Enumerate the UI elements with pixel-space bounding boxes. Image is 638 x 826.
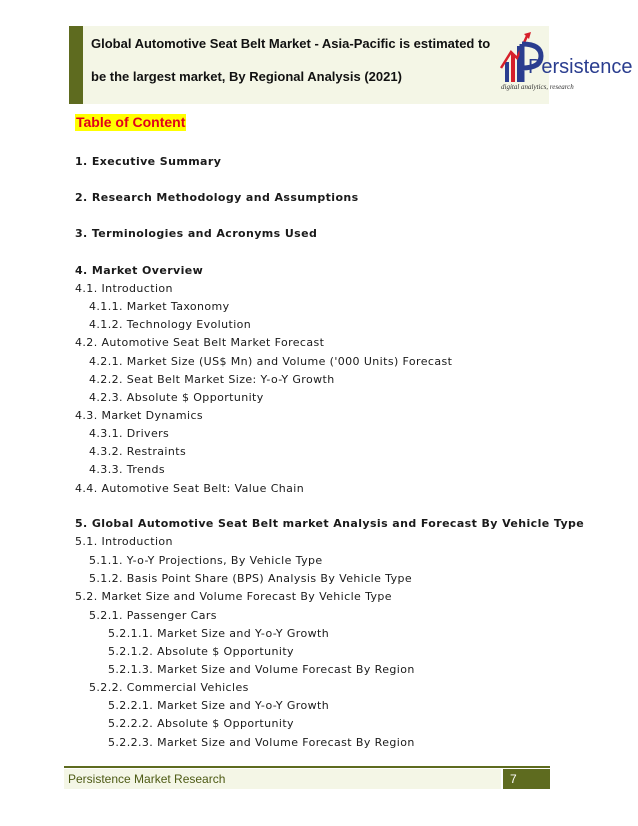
logo-bar (505, 62, 509, 82)
header-accent-bar (69, 26, 83, 104)
toc-entry: 4.2.2. Seat Belt Market Size: Y-o-Y Growth (89, 373, 335, 386)
toc-entry: 4.3. Market Dynamics (75, 409, 204, 422)
header-title-line-1: Global Automotive Seat Belt Market - Asia-Pacific is estimated to (91, 36, 491, 51)
toc-title: Table of Content (76, 114, 186, 130)
logo-tagline: digital analytics, research (501, 83, 574, 91)
toc-entry: 5.2.2. Commercial Vehicles (89, 681, 249, 694)
toc-entry: 4.1.2. Technology Evolution (89, 318, 252, 331)
toc-entry: 5.2.2.1. Market Size and Y-o-Y Growth (108, 699, 330, 712)
toc-entry: 4.3.1. Drivers (89, 427, 170, 440)
footer-publisher: Persistence Market Research (68, 772, 226, 786)
logo-bar (511, 54, 515, 82)
toc-entry: 2. Research Methodology and Assumptions (75, 191, 359, 204)
toc-entry: 4.2. Automotive Seat Belt Market Forecast (75, 336, 325, 349)
toc-entry: 4.1.1. Market Taxonomy (89, 300, 230, 313)
toc-entry: 5.1.1. Y-o-Y Projections, By Vehicle Type (89, 554, 323, 567)
toc-entry: 5.1. Introduction (75, 535, 173, 548)
toc-entry: 5.1.2. Basis Point Share (BPS) Analysis By Vehicle Type (89, 572, 413, 585)
footer-rule (64, 766, 550, 768)
toc-entry: 4.1. Introduction (75, 282, 173, 295)
toc-entry: 5.2.1.3. Market Size and Volume Forecast By Region (108, 663, 415, 676)
toc-entry: 5.2.1.2. Absolute $ Opportunity (108, 645, 294, 658)
toc-entry: 4.2.3. Absolute $ Opportunity (89, 391, 264, 404)
toc-entry: 5. Global Automotive Seat Belt market Analysis and Forecast By Vehicle Type (75, 517, 585, 530)
toc-entry: 4.3.3. Trends (89, 463, 166, 476)
toc-entry: 4.3.2. Restraints (89, 445, 187, 458)
toc-entry: 1. Executive Summary (75, 155, 222, 168)
toc-entry: 4. Market Overview (75, 264, 204, 277)
toc-entry: 5.2.2.3. Market Size and Volume Forecast By Region (108, 736, 415, 749)
toc-entry: 5.2.1.1. Market Size and Y-o-Y Growth (108, 627, 330, 640)
toc-entry: 4.2.1. Market Size (US$ Mn) and Volume ('000 Units) Forecast (89, 355, 453, 368)
toc-entry: 4.4. Automotive Seat Belt: Value Chain (75, 482, 305, 495)
toc-entry: 5.2.2.2. Absolute $ Opportunity (108, 717, 294, 730)
toc-entry: 5.2.1. Passenger Cars (89, 609, 217, 622)
logo-wordmark: Persistence (528, 56, 633, 78)
header-title-line-2: be the largest market, By Regional Analysis (2021) (91, 69, 402, 84)
toc-entry: 5.2. Market Size and Volume Forecast By Vehicle Type (75, 590, 392, 603)
toc-entry: 3. Terminologies and Acronyms Used (75, 227, 318, 240)
page-number: 7 (510, 772, 517, 786)
